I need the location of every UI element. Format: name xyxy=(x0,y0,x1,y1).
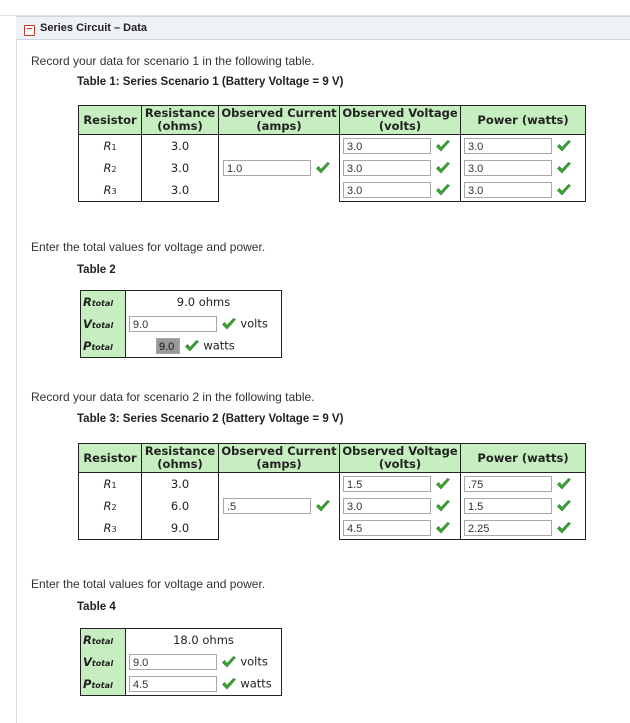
voltage-cell xyxy=(340,179,461,202)
current-input[interactable]: .5 xyxy=(223,498,311,514)
voltage-cell xyxy=(340,473,461,496)
check-icon xyxy=(556,161,572,175)
volts-unit: volts xyxy=(240,654,268,669)
voltage-input[interactable]: 3.0 xyxy=(343,498,431,514)
check-icon xyxy=(435,499,451,513)
resistance-value: 3.0 xyxy=(142,473,219,496)
resistance-value: 9.0 xyxy=(142,517,219,540)
check-icon xyxy=(556,499,572,513)
power-input[interactable]: 3.0 xyxy=(464,182,552,198)
rtotal-value: 18.0 ohms xyxy=(173,633,234,647)
current-cell xyxy=(219,135,340,202)
th-resistance: Resistance (ohms) xyxy=(142,444,219,473)
check-icon xyxy=(435,477,451,491)
table3 xyxy=(78,443,586,540)
voltage-input[interactable]: 3.0 xyxy=(343,138,431,154)
vtotal-input[interactable]: 9.0 xyxy=(129,654,217,670)
check-icon xyxy=(435,161,451,175)
power-input[interactable]: 3.0 xyxy=(464,138,552,154)
table1 xyxy=(78,105,586,202)
totals1-intro: Enter the total values for voltage and power. xyxy=(31,240,266,254)
check-icon xyxy=(221,317,237,331)
scenario1-intro: Record your data for scenario 1 in the following table. xyxy=(31,54,315,68)
voltage-cell xyxy=(340,157,461,179)
power-cell xyxy=(461,495,586,517)
power-cell xyxy=(461,179,586,202)
check-icon xyxy=(315,161,331,175)
current-input[interactable]: 1.0 xyxy=(223,160,311,176)
check-icon xyxy=(556,477,572,491)
section-title: Series Circuit – Data xyxy=(40,22,147,34)
resistance-value: 3.0 xyxy=(142,157,219,179)
power-cell xyxy=(461,517,586,540)
check-icon xyxy=(435,521,451,535)
current-cell xyxy=(219,473,340,540)
table-row xyxy=(79,135,586,158)
th-current: Observed Current (amps) xyxy=(219,444,340,473)
ptotal-input[interactable]: 4.5 xyxy=(129,676,217,692)
ptotal-cell xyxy=(126,335,282,358)
check-icon xyxy=(221,677,237,691)
watts-unit: watts xyxy=(240,676,272,691)
section-header[interactable] xyxy=(16,16,630,40)
resistor-label: R2 xyxy=(79,495,142,517)
top-bar xyxy=(0,0,630,16)
table1-caption: Table 1: Series Scenario 1 (Battery Voltage = 9 V) xyxy=(77,76,344,88)
th-voltage: Observed Voltage (volts) xyxy=(340,106,461,135)
table-row xyxy=(79,473,586,496)
vtotal-cell xyxy=(126,313,282,335)
resistance-value: 3.0 xyxy=(142,179,219,202)
th-resistance: Resistance (ohms) xyxy=(142,106,219,135)
resistor-label: R3 xyxy=(79,179,142,202)
voltage-input[interactable]: 3.0 xyxy=(343,182,431,198)
section-body xyxy=(16,38,630,723)
power-input[interactable]: .75 xyxy=(464,476,552,492)
table4 xyxy=(80,628,282,696)
resistor-label: R2 xyxy=(79,157,142,179)
table2-caption: Table 2 xyxy=(77,264,116,276)
voltage-cell xyxy=(340,517,461,540)
voltage-input[interactable]: 4.5 xyxy=(343,520,431,536)
power-cell xyxy=(461,135,586,158)
resistor-label: R1 xyxy=(79,473,142,496)
check-icon xyxy=(184,339,200,353)
rtotal-value: 9.0 ohms xyxy=(176,295,231,309)
th-power: Power (watts) xyxy=(461,444,586,473)
table4-caption: Table 4 xyxy=(77,601,116,613)
vtotal-label: Vtotal xyxy=(81,651,126,673)
rtotal-label: Rtotal xyxy=(81,291,126,314)
resistance-value: 3.0 xyxy=(142,135,219,158)
th-resistor: Resistor xyxy=(79,106,142,135)
voltage-cell xyxy=(340,135,461,158)
volts-unit: volts xyxy=(240,316,268,331)
check-icon xyxy=(315,499,331,513)
check-icon xyxy=(556,521,572,535)
watts-unit: watts xyxy=(203,338,235,353)
voltage-input[interactable]: 3.0 xyxy=(343,160,431,176)
ptotal-input[interactable]: 9.0 xyxy=(156,338,180,354)
table2 xyxy=(80,290,282,358)
power-cell xyxy=(461,473,586,496)
resistor-label: R3 xyxy=(79,517,142,540)
rtotal-label: Rtotal xyxy=(81,629,126,652)
power-input[interactable]: 3.0 xyxy=(464,160,552,176)
resistance-value: 6.0 xyxy=(142,495,219,517)
vtotal-label: Vtotal xyxy=(81,313,126,335)
th-power: Power (watts) xyxy=(461,106,586,135)
ptotal-label: Ptotal xyxy=(81,335,126,358)
totals2-intro: Enter the total values for voltage and power. xyxy=(31,577,266,591)
check-icon xyxy=(556,183,572,197)
ptotal-label: Ptotal xyxy=(81,673,126,696)
check-icon xyxy=(435,183,451,197)
voltage-cell xyxy=(340,495,461,517)
check-icon xyxy=(435,139,451,153)
scenario2-intro: Record your data for scenario 2 in the following table. xyxy=(31,390,315,404)
power-input[interactable]: 2.25 xyxy=(464,520,552,536)
th-resistor: Resistor xyxy=(79,444,142,473)
th-voltage: Observed Voltage (volts) xyxy=(340,444,461,473)
vtotal-input[interactable]: 9.0 xyxy=(129,316,217,332)
vtotal-cell xyxy=(126,651,282,673)
th-current: Observed Current (amps) xyxy=(219,106,340,135)
power-cell xyxy=(461,157,586,179)
check-icon xyxy=(556,139,572,153)
minus-square-icon[interactable]: − xyxy=(24,25,35,36)
table3-caption: Table 3: Series Scenario 2 (Battery Voltage = 9 V) xyxy=(77,413,344,425)
ptotal-cell xyxy=(126,673,282,696)
voltage-input[interactable]: 1.5 xyxy=(343,476,431,492)
check-icon xyxy=(221,655,237,669)
resistor-label: R1 xyxy=(79,135,142,158)
power-input[interactable]: 1.5 xyxy=(464,498,552,514)
